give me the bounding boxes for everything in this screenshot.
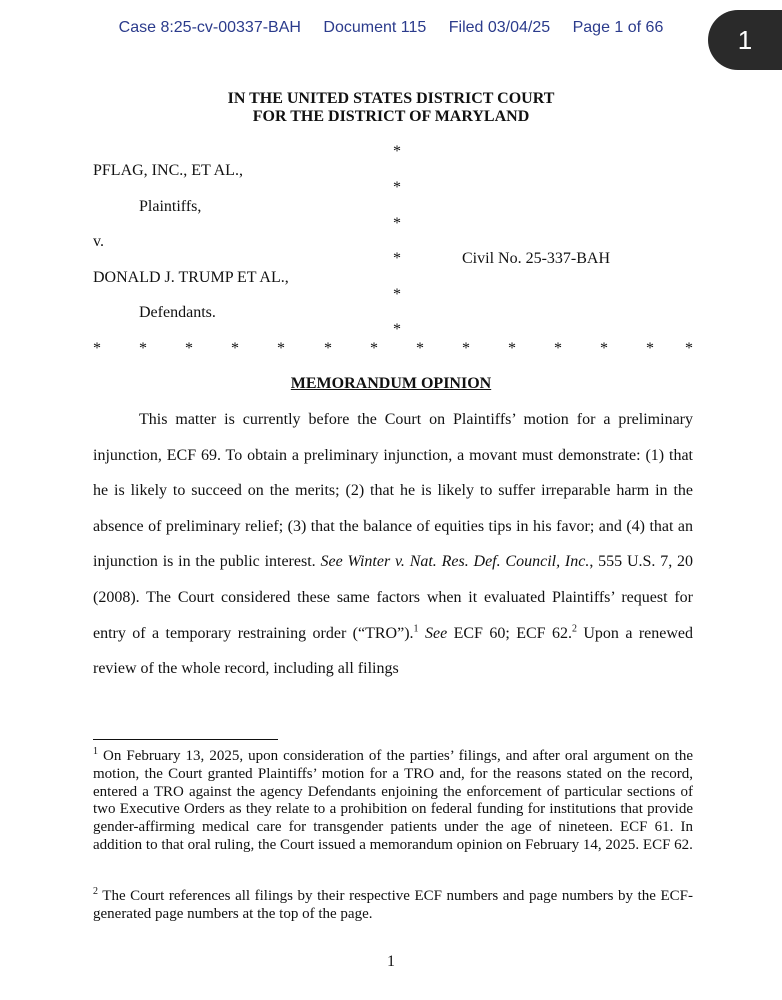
footnote-ref-2[interactable]: 2 [571, 623, 577, 635]
court-heading [0, 90, 782, 126]
document-title: MEMORANDUM OPINION [290, 375, 492, 392]
divider-star: * [416, 340, 424, 357]
defendant-name: DONALD J. TRUMP ET AL., [93, 269, 289, 286]
footnote-1-text: On February 13, 2025, upon consideration of the parties’ filings, and after oral argument on the motion, the Court granted Plaintiffs’ motion for a TRO and, for the reasons stated on the record, entered a TRO against the agency Defendants enjoining the enforcement of particular sections of two Executive Orders as they relate to a prohibition on federal funding for institutions that provide gender-affirming medical care for transgender patients under the age of nineteen. ECF 61. In addition to that oral ruling, the Court issued a memorandum opinion on February 14, 2025. ECF 62. [93, 748, 694, 853]
case-citation: Winter v. Nat. Res. Def. Council, Inc. [347, 553, 590, 571]
court-line-1: IN THE UNITED STATES DISTRICT COURT [227, 90, 555, 107]
divider-star: * [646, 340, 654, 357]
divider-star: * [277, 340, 285, 357]
divider-star: * [508, 340, 516, 357]
signal-see: See [320, 553, 343, 571]
plaintiff-role: Plaintiffs, [139, 198, 202, 215]
court-line-2: FOR THE DISTRICT OF MARYLAND [252, 108, 530, 125]
footnote-2 [93, 888, 693, 924]
filed-date: Filed 03/04/25 [448, 19, 551, 36]
divider-star: * [554, 340, 562, 357]
divider-star: * [324, 340, 332, 357]
versus: v. [93, 233, 104, 250]
divider-star: * [600, 340, 608, 357]
signal-see: See [424, 624, 448, 642]
body-text-d: Upon a renewed review of the whole record, including all filings [93, 624, 694, 678]
page-number-tab: 1 [708, 10, 782, 70]
divider-star: * [370, 340, 378, 357]
caption-star: * [393, 321, 401, 338]
footnote-ref-1[interactable]: 1 [413, 623, 419, 635]
divider-star: * [462, 340, 470, 357]
caption-star: * [393, 179, 401, 196]
caption-star: * [393, 250, 401, 267]
case-number: Case 8:25-cv-00337-BAH [118, 19, 301, 36]
defendant-role: Defendants. [139, 304, 216, 321]
divider-star: * [185, 340, 193, 357]
caption-star: * [393, 143, 401, 160]
footnote-divider [93, 739, 278, 740]
footnote-1 [93, 748, 693, 855]
document-header [0, 19, 782, 37]
body-text-b: , 555 U.S. 7, 20 (2008). The Court considered these same factors when it evaluated Plaintiffs’ request for entry of a temporary restraining order (“TRO”). [93, 553, 694, 642]
divider-star: * [685, 340, 693, 357]
plaintiff-name: PFLAG, INC., ET AL., [93, 162, 243, 179]
page-number: 1 [387, 953, 395, 970]
divider-star: * [93, 340, 101, 357]
body-text-a: This matter is currently before the Court on Plaintiffs’ motion for a preliminary injunction, ECF 69. To obtain a preliminary injunction, a movant must demonstrate: (1) that he is likely to succeed on the merits; (2) that he is likely to suffer irreparable harm in the absence of preliminary relief; (3) that the balance of equities tips in his favor; and (4) that an injunction is in the public interest. [93, 411, 693, 571]
body-paragraph [93, 402, 693, 687]
page-count: Page 1 of 66 [572, 19, 664, 36]
divider-star: * [231, 340, 239, 357]
civil-number: Civil No. 25-337-BAH [462, 250, 610, 267]
divider-star: * [139, 340, 147, 357]
footnote-mark-1: 1 [93, 746, 98, 757]
caption-star: * [393, 286, 401, 303]
body-text-c: ECF 60; ECF 62. [453, 624, 572, 642]
footnote-mark-2: 2 [93, 886, 98, 897]
footnote-2-text: The Court references all filings by their respective ECF numbers and page numbers by the ECF-generated page numbers at the top of the page. [93, 888, 694, 922]
caption-star: * [393, 215, 401, 232]
document-number: Document 115 [323, 19, 427, 36]
